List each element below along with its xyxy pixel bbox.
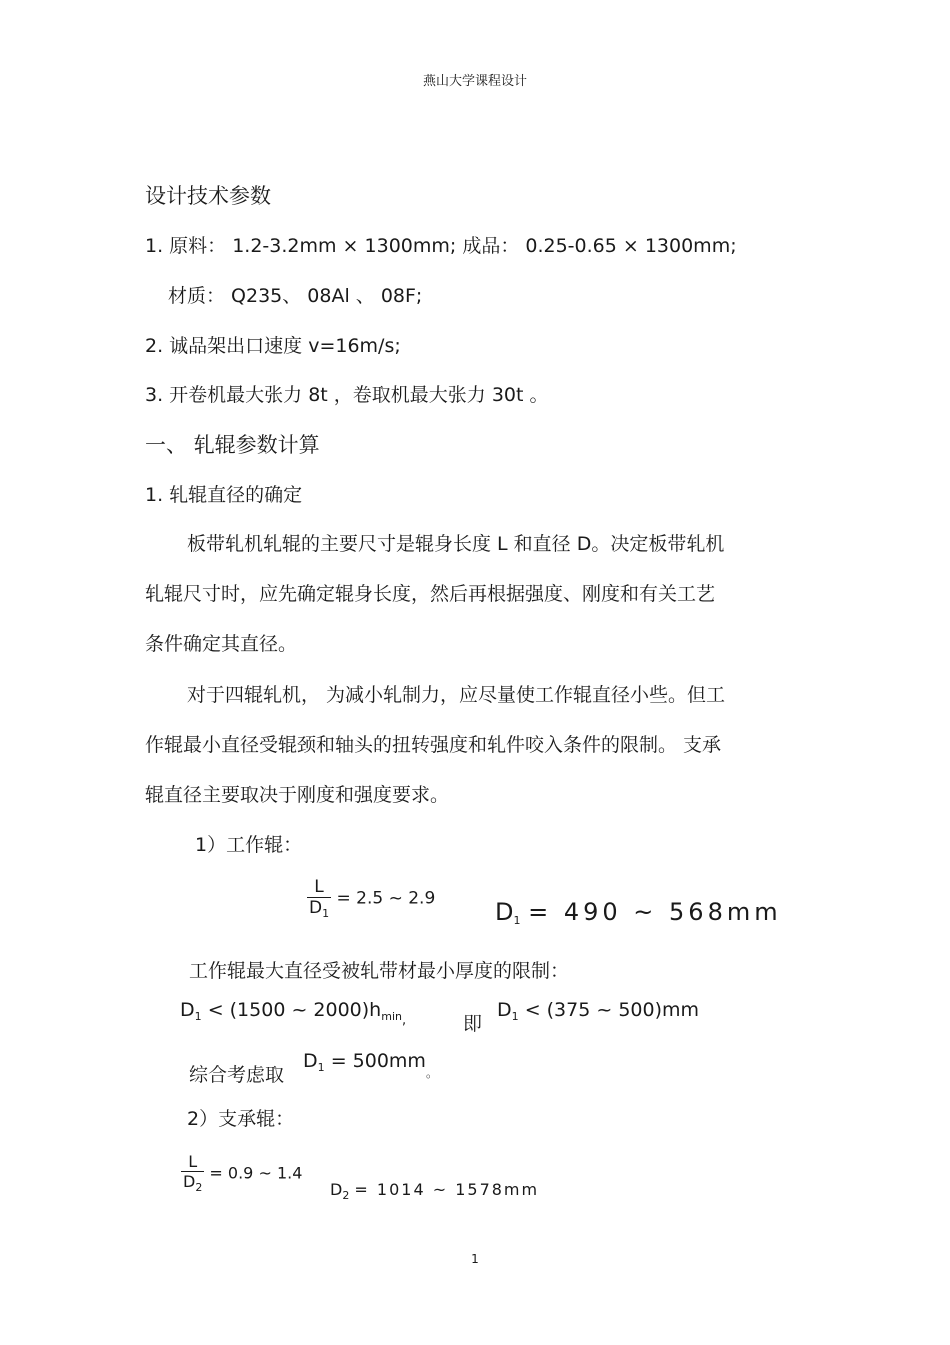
work-roll-limit-text: 工作辊最大直径受被轧带材最小厚度的限制：	[189, 960, 570, 982]
support-diameter-range: = 1014 ~ 1578mm	[354, 1180, 540, 1199]
param-material-grade: 材质： Q235、 08Al 、 08F;	[168, 285, 423, 307]
param-exit-speed: 2. 诚品架出口速度 v=16m/s;	[145, 335, 401, 357]
page-header: 燕山大学课程设计	[422, 74, 527, 89]
fraction-support-numerator: L	[188, 1152, 198, 1171]
den-subscript: 1	[322, 907, 330, 920]
formula-work-roll-ratio	[307, 877, 435, 920]
ratio-range: = 2.5 ~ 2.9	[336, 888, 436, 909]
paragraph-2-line-2: 作辊最小直径受辊颈和轴头的扭转强度和轧件咬入条件的限制。 支承	[145, 734, 722, 756]
diameter-range: = 490 ~ 568mm	[528, 898, 782, 926]
d1-subscript: 1	[194, 1010, 202, 1023]
page-number: 1	[471, 1252, 479, 1266]
den-symbol: D	[309, 898, 323, 918]
formula-support-roll-diameter	[330, 1180, 539, 1202]
consider-take-text: 综合考虑取	[189, 1064, 285, 1086]
d2-subscript: 2	[342, 1189, 350, 1202]
fraction-denominator	[307, 897, 331, 920]
hmin-subscript: min	[381, 1010, 402, 1023]
param-tension: 3. 开卷机最大张力 8t ，卷取机最大张力 30t 。	[145, 384, 549, 406]
den-support-symbol: D	[183, 1172, 196, 1191]
d1-symbol-right: D	[497, 999, 512, 1021]
formula-work-roll-limit-right	[497, 999, 699, 1023]
paragraph-2-line-1: 对于四辊轧机， 为减小轧制力，应尽量使工作辊直径小些。但工	[187, 684, 726, 706]
support-roll-heading: 2）支承辊：	[187, 1108, 295, 1130]
d2-symbol: D	[330, 1180, 343, 1199]
formula-support-roll-ratio	[181, 1152, 302, 1194]
d1-selected-subscript: 1	[317, 1061, 325, 1074]
paragraph-1-line-3: 条件确定其直径。	[145, 633, 298, 655]
formula-selected-diameter	[303, 1050, 438, 1081]
comma: ,	[401, 1013, 407, 1028]
den-support-subscript: 2	[195, 1181, 203, 1194]
limit-result: < (375 ~ 500)mm	[524, 999, 700, 1021]
d1-subscript-right: 1	[511, 1010, 519, 1023]
selected-value: = 500mm	[330, 1050, 426, 1072]
period: 。	[425, 1066, 438, 1080]
params-heading: 设计技术参数	[145, 184, 271, 208]
fraction-support-denominator	[181, 1171, 204, 1194]
formula-work-roll-limit-left	[180, 999, 406, 1028]
d1-symbol: D	[180, 999, 195, 1021]
paragraph-1-line-1: 板带轧机轧辊的主要尺寸是辊身长度 L 和直径 D。决定板带轧机	[187, 533, 725, 555]
work-roll-heading: 1）工作辊：	[195, 834, 303, 856]
limit-expression: < (1500 ~ 2000)h	[207, 999, 382, 1021]
d1-selected-symbol: D	[303, 1050, 318, 1072]
fraction	[307, 877, 331, 920]
ji-word: 即	[463, 1013, 483, 1035]
diameter-symbol: D	[495, 898, 514, 926]
diameter-subscript: 1	[513, 914, 521, 927]
fraction-numerator: L	[314, 877, 324, 897]
chapter-heading: 一、 轧辊参数计算	[145, 433, 320, 457]
formula-work-roll-diameter	[495, 898, 782, 927]
section-heading: 1. 轧辊直径的确定	[145, 484, 303, 506]
support-ratio-range: = 0.9 ~ 1.4	[209, 1163, 303, 1183]
fraction-support	[181, 1152, 204, 1194]
param-raw-material: 1. 原料： 1.2-3.2mm × 1300mm; 成品： 0.25-0.65 × 1300mm;	[145, 235, 737, 257]
paragraph-1-line-2: 轧辊尺寸时，应先确定辊身长度，然后再根据强度、刚度和有关工艺	[145, 583, 716, 605]
paragraph-2-line-3: 辊直径主要取决于刚度和强度要求。	[145, 784, 450, 806]
